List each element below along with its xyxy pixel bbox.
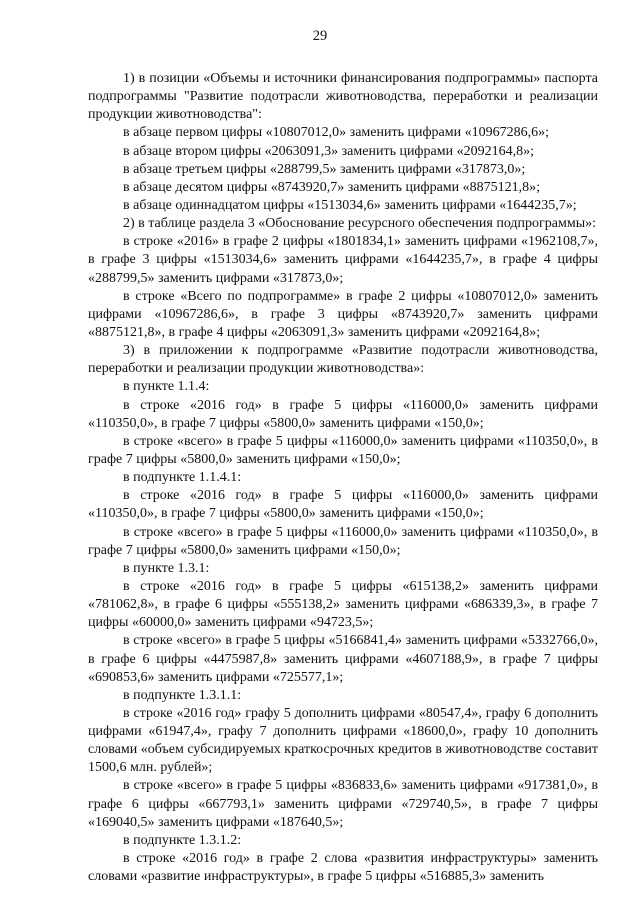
paragraph: в абзаце втором цифры «2063091,3» заменить цифрами «2092164,8»;: [123, 143, 534, 159]
paragraph: в строке «всего» в графе 5 цифры «116000,0» заменить цифрами «110350,0», в графе 7 цифры «5800,0» заменить цифрами «150,0»;: [88, 433, 598, 467]
paragraph: в строке «Всего по подпрограмме» в графе 2 цифры «10807012,0» заменить цифрами «10967286,6», в графе 3 цифры «8743920,7» заменить цифрами «8875121,8», в графе 4 цифры «2063091,3» заменить цифрами «2092164,8»;: [88, 288, 598, 340]
paragraph: 1) в позиции «Объемы и источники финансирования подпрограммы» паспорта подпрограммы "Развитие подотрасли животноводства, переработки и реализации продукции животноводства":: [88, 71, 598, 123]
paragraph: в подпункте 1.3.1.1:: [123, 687, 242, 703]
document-body: [88, 70, 598, 886]
paragraph: в строке «2016» в графе 2 цифры «1801834,1» заменить цифрами «1962108,7», в графе 3 цифры «1513034,6» заменить цифрами «1644235,7», в графе 4 цифры «288799,5» заменить цифрами «317873,0»;: [88, 234, 598, 286]
paragraph: в строке «всего» в графе 5 цифры «5166841,4» заменить цифрами «5332766,0», в графе 6 цифры «4475987,8» заменить цифрами «4607188,9», в графе 7 цифры «690853,6» заменить цифрами «725577,1»;: [88, 633, 598, 685]
paragraph: в подпункте 1.3.1.2:: [123, 832, 242, 848]
paragraph: в подпункте 1.1.4.1:: [123, 470, 242, 486]
paragraph: в строке «2016 год» в графе 2 слова «развития инфраструктуры» заменить словами «развитие инфраструктуры», в графе 5 цифры «516885,3» заменить: [88, 851, 598, 885]
paragraph: 3) в приложении к подпрограмме «Развитие подотрасли животноводства, переработки и реализации продукции животноводства»:: [88, 343, 598, 377]
paragraph: в строке «2016 год» в графе 5 цифры «116000,0» заменить цифрами «110350,0», в графе 7 цифры «5800,0» заменить цифрами «150,0»;: [88, 397, 598, 431]
paragraph: 2) в таблице раздела 3 «Обоснование ресурсного обеспечения подпрограммы»:: [123, 216, 597, 232]
page-number: 29: [312, 28, 328, 44]
paragraph: в абзаце третьем цифры «288799,5» заменить цифрами «317873,0»;: [123, 161, 526, 177]
paragraph: в абзаце первом цифры «10807012,0» заменить цифрами «10967286,6»;: [123, 125, 549, 141]
paragraph: в пункте 1.1.4:: [123, 379, 210, 395]
paragraph: в строке «2016 год» в графе 5 цифры «116000,0» заменить цифрами «110350,0», в графе 7 цифры «5800,0» заменить цифрами «150,0»;: [88, 488, 598, 522]
paragraph: в абзаце одиннадцатом цифры «1513034,6» заменить цифрами «1644235,7»;: [123, 197, 577, 213]
paragraph: в пункте 1.3.1:: [123, 560, 210, 576]
paragraph: в строке «всего» в графе 5 цифры «836833,6» заменить цифрами «917381,0», в графе 6 цифры «667793,1» заменить цифрами «729740,5», в графе 7 цифры «169040,5» заменить цифрами «187640,5»;: [88, 778, 598, 830]
paragraph: в абзаце десятом цифры «8743920,7» заменить цифрами «8875121,8»;: [123, 179, 541, 195]
paragraph: в строке «2016 год» в графе 5 цифры «615138,2» заменить цифрами «781062,8», в графе 6 цифры «555138,2» заменить цифрами «686339,3», в графе 7 цифры «60000,0» заменить цифрами «94723,5»;: [88, 578, 598, 631]
paragraph: в строке «2016 год» графу 5 дополнить цифрами «80547,4», графу 6 дополнить цифрами «61947,4», графу 7 дополнить цифрами «18600,0», графу 10 дополнить словами «объем субсидируемых краткосрочных кредитов в животноводстве составит 1500,6 млн. рублей»;: [88, 705, 598, 776]
paragraph: в строке «всего» в графе 5 цифры «116000,0» заменить цифрами «110350,0», в графе 7 цифры «5800,0» заменить цифрами «150,0»;: [88, 524, 598, 558]
